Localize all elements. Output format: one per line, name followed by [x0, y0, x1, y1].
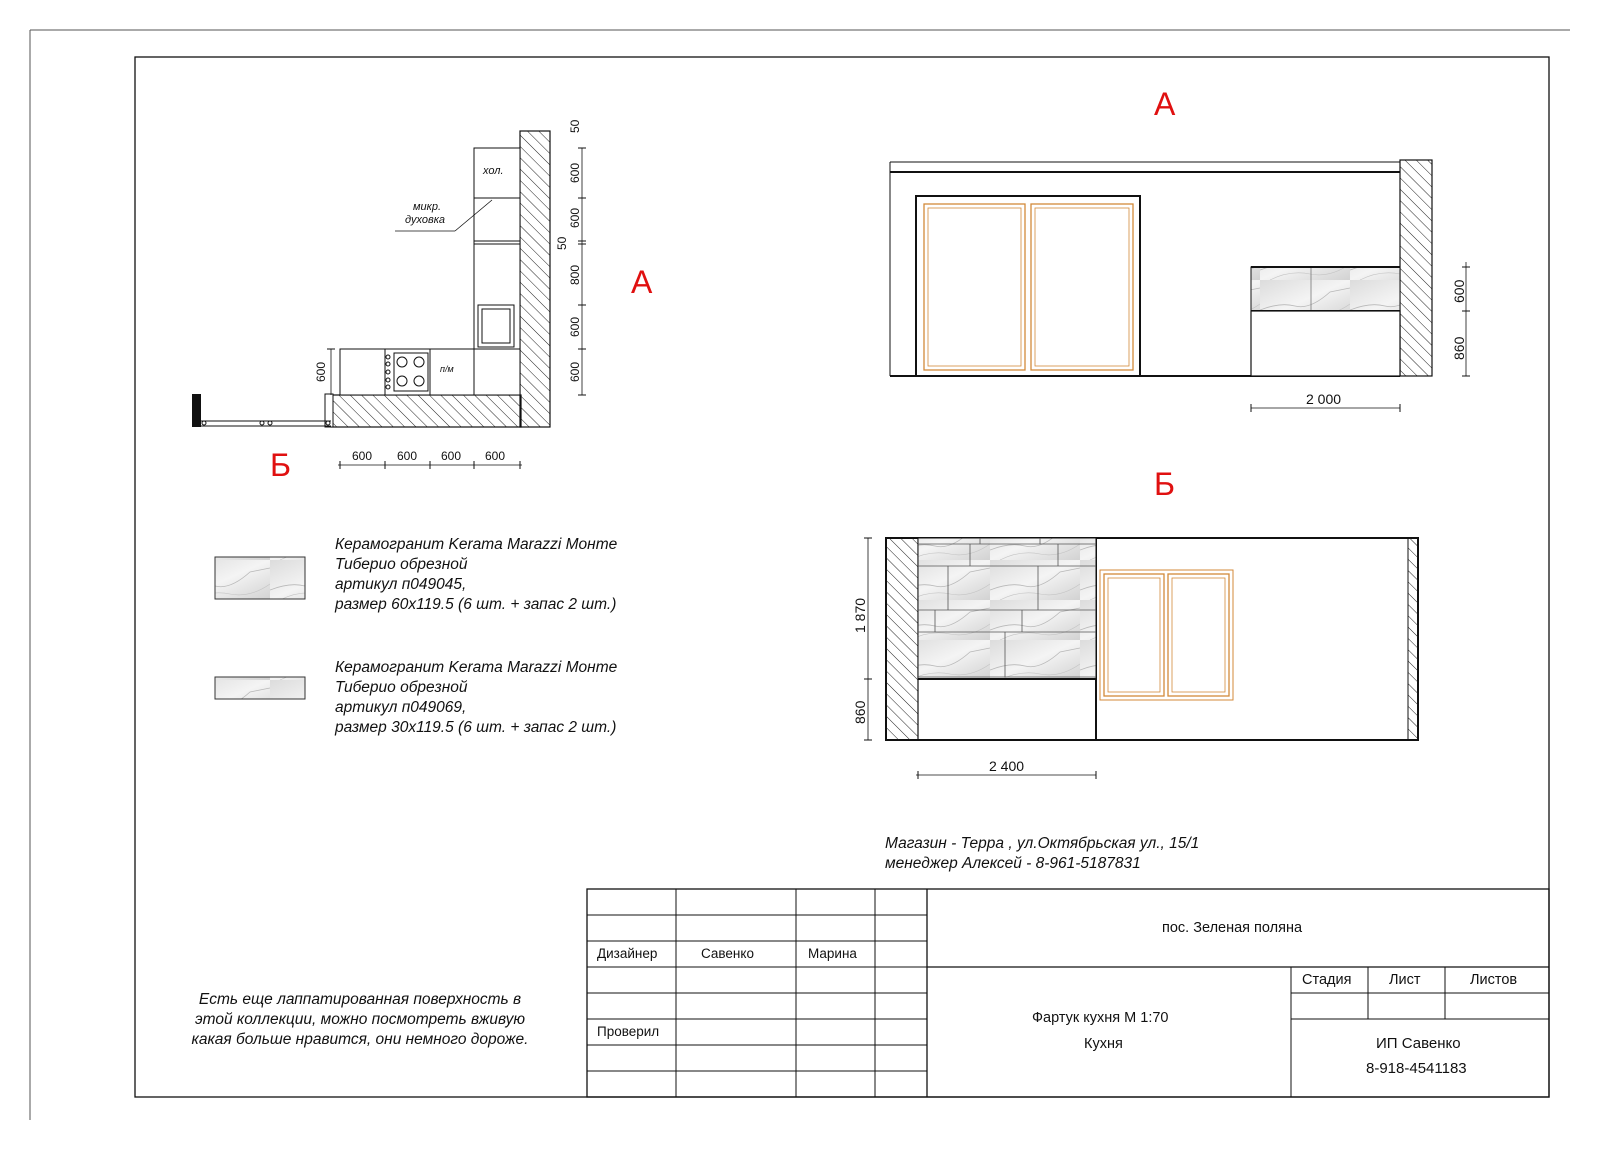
plan-wall-end [193, 394, 201, 427]
stage-header: Стадия [1302, 972, 1352, 988]
plan-dim-h: 600 [352, 449, 373, 463]
elev-a-dim-upper: 600 [1451, 279, 1467, 303]
plan-marker [260, 421, 264, 425]
store-line-2: менеджер Алексей - 8-961-5187831 [885, 855, 1141, 872]
plan-dim-left: 600 [314, 361, 328, 382]
legend-line: Керамогранит Kerama Marazzi Монте [335, 536, 618, 553]
legend-item-1 [335, 535, 617, 615]
designer-role: Дизайнер [597, 946, 658, 961]
kitchen-plan [193, 131, 586, 469]
company-phone: 8-918-4541183 [1366, 1060, 1467, 1077]
plan-dim-h: 600 [441, 449, 462, 463]
elev-b-wall-hatch-right [1408, 538, 1418, 740]
plan-oven-inner [482, 309, 510, 343]
section-label-b-plan: Б [270, 447, 291, 483]
elev-b-dim-lower: 860 [852, 700, 868, 724]
plan-dim-v: 600 [568, 207, 582, 228]
plan-dim-v: 600 [568, 316, 582, 337]
legend-line: Тиберио обрезной [335, 679, 468, 696]
elev-b-wall-hatch-left [886, 538, 918, 740]
legend-swatch-small [215, 677, 305, 699]
comment-line-1: Есть еще лаппатированная поверхность в [198, 991, 522, 1008]
fridge-label: хол. [483, 165, 504, 177]
plan-marker [268, 421, 272, 425]
section-label-b: Б [1154, 466, 1175, 502]
room-name: Кухня [1084, 1036, 1123, 1052]
section-label-a-plan: А [631, 264, 653, 300]
plan-dim-h: 600 [397, 449, 418, 463]
company-name: ИП Савенко [1376, 1035, 1461, 1052]
plan-marker [202, 421, 206, 425]
elev-a-wall-hatch [1400, 160, 1432, 376]
legend-item-2 [335, 658, 617, 738]
elevation-b [864, 538, 1418, 779]
microwave-label: микр. [413, 201, 442, 213]
comment-note [160, 990, 560, 1050]
elev-b-window [1100, 570, 1233, 700]
sheets-header: Листов [1470, 972, 1518, 988]
plan-dim-v: 600 [568, 361, 582, 382]
store-line-1: Магазин - Терра , ул.Октябрьская ул., 15/1 [885, 835, 1200, 852]
legend-line: Керамогранит Kerama Marazzi Монте [335, 659, 618, 676]
comment-line-3: какая больше нравится, они немного дороже. [191, 1031, 529, 1048]
elev-a-window [916, 196, 1140, 376]
legend-swatch-large [215, 557, 305, 599]
plan-wall-horizontal [331, 395, 521, 427]
elev-a-backsplash [1251, 267, 1400, 311]
elev-b-dim-upper: 1 870 [852, 597, 868, 633]
elev-a-base-cabinet [1251, 311, 1400, 376]
elevation-a [890, 160, 1470, 412]
legend-line: артикул п049069, [335, 699, 467, 716]
elev-b-dim-width: 2 400 [989, 758, 1025, 774]
plan-dim-v: 600 [568, 162, 582, 183]
plan-dim-v: 50 [555, 236, 569, 250]
plan-dim-v: 800 [568, 264, 582, 285]
plan-dim-v: 50 [568, 119, 582, 133]
comment-line-2: этой коллекции, можно посмотреть вживую [194, 1011, 525, 1028]
section-label-a: А [1154, 86, 1176, 122]
elev-a-dim-lower: 860 [1451, 336, 1467, 360]
legend-line: размер 30х119.5 (6 шт. + запас 2 шт.) [335, 719, 617, 736]
plan-wall-vertical [520, 131, 550, 427]
plan-marker [326, 421, 330, 425]
legend-line: артикул п049045, [335, 576, 467, 593]
drawing-title: Фартук кухня М 1:70 [1032, 1010, 1169, 1026]
checked-role: Проверил [597, 1024, 660, 1039]
dishwasher-label: п/м [440, 364, 454, 374]
designer-surname: Савенко [701, 946, 754, 961]
legend-line: размер 60х119.5 (6 шт. + запас 2 шт.) [335, 596, 617, 613]
store-note [885, 834, 1199, 874]
designer-name: Марина [808, 946, 857, 961]
elev-b-backsplash [918, 538, 1096, 679]
oven-label: духовка [405, 214, 446, 226]
plan-dim-h: 600 [485, 449, 506, 463]
legend-line: Тиберио обрезной [335, 556, 468, 573]
location-title: пос. Зеленая поляна [1162, 920, 1303, 936]
elev-a-dim-width: 2 000 [1306, 391, 1342, 407]
sheet-header: Лист [1389, 972, 1421, 988]
